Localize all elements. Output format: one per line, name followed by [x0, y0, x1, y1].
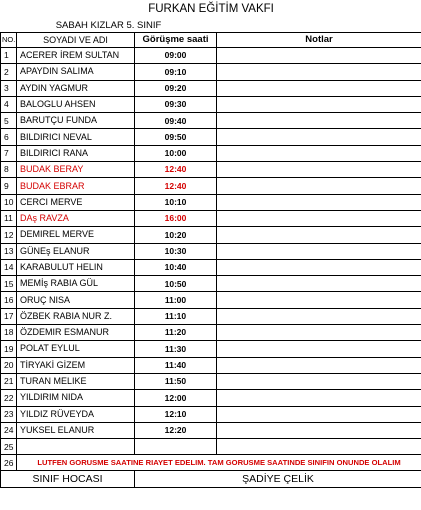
- table-row: [1, 162, 421, 178]
- notes-cell: [217, 390, 421, 406]
- row-number: 8: [1, 162, 17, 178]
- table-row: [1, 96, 421, 112]
- row-number: 3: [1, 80, 17, 96]
- notes-cell: [217, 227, 421, 243]
- notes-cell: [217, 325, 421, 341]
- interview-time: 12:40: [135, 178, 217, 194]
- interview-time: [135, 439, 217, 455]
- student-name: DEMIREL MERVE: [17, 227, 135, 243]
- subtitle-blank: [217, 19, 421, 33]
- notes-cell: [217, 64, 421, 80]
- interview-time: 11:00: [135, 292, 217, 308]
- student-name: AYDIN YAGMUR: [17, 80, 135, 96]
- col-header-notes: Notlar: [217, 33, 421, 48]
- student-name: APAYDIN SALIMA: [17, 64, 135, 80]
- student-name: YUKSEL ELANUR: [17, 422, 135, 438]
- interview-time: 12:00: [135, 390, 217, 406]
- interview-time: 10:20: [135, 227, 217, 243]
- notes-cell: [217, 292, 421, 308]
- notes-cell: [217, 308, 421, 324]
- table-row: [1, 113, 421, 129]
- notes-cell: [217, 48, 421, 64]
- footer-label: SINIF HOCASI: [1, 471, 135, 488]
- student-name: BALOGLU AHSEN: [17, 96, 135, 112]
- table-row: [1, 439, 421, 455]
- class-subtitle: SABAH KIZLAR 5. SINIF: [1, 19, 217, 33]
- table-row: [1, 48, 421, 64]
- table-row: [1, 210, 421, 226]
- table-row: [1, 178, 421, 194]
- table-row: [1, 292, 421, 308]
- notes-cell: [217, 422, 421, 438]
- row-number: 6: [1, 129, 17, 145]
- student-name: BILDIRICI NEVAL: [17, 129, 135, 145]
- col-header-time: Görüşme saati: [135, 33, 217, 48]
- row-number: 14: [1, 259, 17, 275]
- student-name: YILDIZ RÜVEYDA: [17, 406, 135, 422]
- notes-cell: [217, 210, 421, 226]
- row-number: 18: [1, 325, 17, 341]
- notes-cell: [217, 439, 421, 455]
- col-header-no: NO.: [1, 33, 17, 48]
- row-number: 26: [1, 455, 17, 471]
- notes-cell: [217, 178, 421, 194]
- notes-cell: [217, 129, 421, 145]
- row-number: 19: [1, 341, 17, 357]
- interview-time: 10:30: [135, 243, 217, 259]
- interview-time: 09:50: [135, 129, 217, 145]
- notes-cell: [217, 259, 421, 275]
- table-row: [1, 308, 421, 324]
- student-name: BUDAK BERAY: [17, 162, 135, 178]
- interview-time: 10:00: [135, 145, 217, 161]
- punctuality-note: LUTFEN GORUSME SAATINE RIAYET EDELIM. TAM GORUSME SAATINDE SINIFIN ONUNDE OLALIM: [17, 455, 421, 471]
- teacher-name: ŞADİYE ÇELİK: [135, 471, 421, 488]
- row-number: 10: [1, 194, 17, 210]
- interview-time: 09:40: [135, 113, 217, 129]
- table-row: [1, 406, 421, 422]
- interview-time: 10:10: [135, 194, 217, 210]
- notes-cell: [217, 276, 421, 292]
- notes-cell: [217, 406, 421, 422]
- table-row: [1, 422, 421, 438]
- note-row: [1, 455, 421, 471]
- table-row: [1, 357, 421, 373]
- row-number: 4: [1, 96, 17, 112]
- row-number: 22: [1, 390, 17, 406]
- table-row: [1, 373, 421, 389]
- student-name: TURAN MELIKE: [17, 373, 135, 389]
- interview-time: 09:00: [135, 48, 217, 64]
- table-row: [1, 145, 421, 161]
- table-row: [1, 259, 421, 275]
- student-name: GÜNEş ELANUR: [17, 243, 135, 259]
- row-number: 11: [1, 210, 17, 226]
- table-row: [1, 390, 421, 406]
- student-name: BARUTÇU FUNDA: [17, 113, 135, 129]
- notes-cell: [217, 162, 421, 178]
- header-row: [1, 33, 421, 48]
- notes-cell: [217, 145, 421, 161]
- student-name: KARABULUT HELIN: [17, 259, 135, 275]
- student-name: YILDIRIM NIDA: [17, 390, 135, 406]
- student-name: BUDAK EBRAR: [17, 178, 135, 194]
- notes-cell: [217, 113, 421, 129]
- row-number: 21: [1, 373, 17, 389]
- row-number: 17: [1, 308, 17, 324]
- row-number: 15: [1, 276, 17, 292]
- interview-time: 09:20: [135, 80, 217, 96]
- interview-time: 10:50: [135, 276, 217, 292]
- interview-time: 16:00: [135, 210, 217, 226]
- interview-time: 11:40: [135, 357, 217, 373]
- student-name: DAş RAVZA: [17, 210, 135, 226]
- table-row: [1, 276, 421, 292]
- interview-time: 10:40: [135, 259, 217, 275]
- notes-cell: [217, 96, 421, 112]
- row-number: 5: [1, 113, 17, 129]
- row-number: 7: [1, 145, 17, 161]
- interview-time: 12:10: [135, 406, 217, 422]
- row-number: 16: [1, 292, 17, 308]
- table-row: [1, 227, 421, 243]
- row-number: 24: [1, 422, 17, 438]
- notes-cell: [217, 194, 421, 210]
- student-name: TİRYAKİ GİZEM: [17, 357, 135, 373]
- student-name: ÖZBEK RABIA NUR Z.: [17, 308, 135, 324]
- interview-time: 11:50: [135, 373, 217, 389]
- title-row: [1, 0, 421, 19]
- col-header-name: SOYADI VE ADI: [17, 33, 135, 48]
- student-name: ACERER İREM SULTAN: [17, 48, 135, 64]
- row-number: 23: [1, 406, 17, 422]
- table-row: [1, 341, 421, 357]
- student-name: [17, 439, 135, 455]
- row-number: 2: [1, 64, 17, 80]
- row-number: 13: [1, 243, 17, 259]
- notes-cell: [217, 373, 421, 389]
- student-name: ÖZDEMIR ESMANUR: [17, 325, 135, 341]
- student-name: MEMİş RABIA GÜL: [17, 276, 135, 292]
- table-row: [1, 80, 421, 96]
- student-name: ORUÇ NISA: [17, 292, 135, 308]
- footer-row: [1, 471, 421, 488]
- table-row: [1, 64, 421, 80]
- notes-cell: [217, 341, 421, 357]
- interview-time: 12:20: [135, 422, 217, 438]
- student-name: CERCI MERVE: [17, 194, 135, 210]
- student-name: POLAT EYLUL: [17, 341, 135, 357]
- interview-time: 11:10: [135, 308, 217, 324]
- row-number: 12: [1, 227, 17, 243]
- interview-time: 11:30: [135, 341, 217, 357]
- table-row: [1, 129, 421, 145]
- notes-cell: [217, 357, 421, 373]
- interview-time: 09:10: [135, 64, 217, 80]
- interview-time: 12:40: [135, 162, 217, 178]
- table-row: [1, 325, 421, 341]
- subtitle-row: [1, 19, 421, 33]
- interview-time: 11:20: [135, 325, 217, 341]
- table-row: [1, 194, 421, 210]
- row-number: 25: [1, 439, 17, 455]
- notes-cell: [217, 243, 421, 259]
- notes-cell: [217, 80, 421, 96]
- row-number: 9: [1, 178, 17, 194]
- row-number: 20: [1, 357, 17, 373]
- row-number: 1: [1, 48, 17, 64]
- student-name: BILDIRICI RANA: [17, 145, 135, 161]
- page-title: FURKAN EĞİTİM VAKFI: [148, 2, 274, 15]
- interview-time: 09:30: [135, 96, 217, 112]
- table-row: [1, 243, 421, 259]
